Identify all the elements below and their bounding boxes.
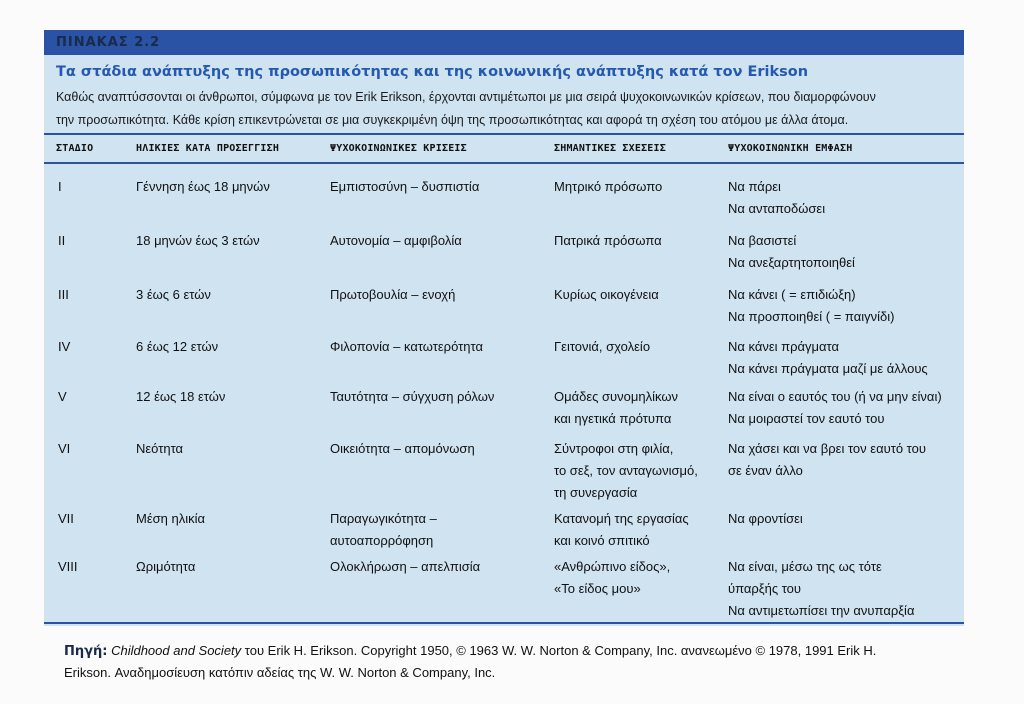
cell-emphasis: Να αντιμετωπίσει την ανυπαρξία <box>728 603 915 618</box>
cell-stage: VIII <box>58 559 78 574</box>
column-header-relations: ΣΗΜΑΝΤΙΚΕΣ ΣΧΕΣΕΙΣ <box>554 143 666 154</box>
column-header-stage: ΣΤΑΔΙΟ <box>56 143 94 154</box>
table-number: ΠΙΝΑΚΑΣ 2.2 <box>56 35 161 50</box>
cell-stage: I <box>58 179 62 194</box>
column-header-crises: ΨΥΧΟΚΟΙΝΩΝΙΚΕΣ ΚΡΙΣΕΙΣ <box>330 143 467 154</box>
cell-relations: και ηγετικά πρότυπα <box>554 411 672 426</box>
cell-emphasis: Να βασιστεί <box>728 233 797 248</box>
cell-emphasis: Να προσποιηθεί ( = παιγνίδι) <box>728 309 895 324</box>
cell-crisis: Εμπιστοσύνη – δυσπιστία <box>330 179 480 194</box>
cell-relations: «Το είδος μου» <box>554 581 641 596</box>
header-bottom-rule <box>44 162 964 164</box>
cell-crisis: Παραγωγικότητα – <box>330 511 437 526</box>
cell-age: 6 έως 12 ετών <box>136 339 219 354</box>
cell-relations: Μητρικό πρόσωπο <box>554 179 663 194</box>
cell-emphasis: Να ανταποδώσει <box>728 201 826 216</box>
cell-emphasis: Να πάρει <box>728 179 781 194</box>
cell-stage: VII <box>58 511 74 526</box>
cell-age: Νεότητα <box>136 441 184 456</box>
cell-crisis: Πρωτοβουλία – ενοχή <box>330 287 456 302</box>
cell-age: Ωριμότητα <box>136 559 196 574</box>
source-text: του Erik H. Erikson. Copyright 1950, © 1963 W. W. Norton & Company, Inc. ανανεωμένο © 1978, 1991 Erik H. <box>241 643 877 658</box>
cell-crisis: Φιλοπονία – κατωτερότητα <box>330 339 483 354</box>
source-text-2: Erikson. Αναδημοσίευση κατόπιν αδείας της W. W. Norton & Company, Inc. <box>64 665 496 680</box>
cell-age: 18 μηνών έως 3 ετών <box>136 233 260 248</box>
description-line: Καθώς αναπτύσσονται οι άνθρωποι, σύμφωνα με τον Erik Erikson, έρχονται αντιμέτωποι με μια σειρά ψυχοκοινωνικών κρίσεων, που διαμορφώνουν <box>56 90 876 104</box>
source-note <box>64 640 984 683</box>
cell-crisis: αυτοαπορρόφηση <box>330 533 434 548</box>
table-panel <box>44 30 964 626</box>
cell-stage: VI <box>58 441 71 456</box>
cell-stage: III <box>58 287 69 302</box>
cell-emphasis: ύπαρξής του <box>728 581 802 596</box>
source-book-title: Childhood and Society <box>111 643 242 658</box>
cell-emphasis: Να φροντίσει <box>728 511 803 526</box>
cell-relations: τη συνεργασία <box>554 485 638 500</box>
cell-stage: V <box>58 389 67 404</box>
cell-stage: IV <box>58 339 71 354</box>
column-header-ages: ΗΛΙΚΙΕΣ ΚΑΤΑ ΠΡΟΣΕΓΓΙΣΗ <box>136 143 280 154</box>
cell-stage: II <box>58 233 66 248</box>
table-header-bar <box>44 30 964 55</box>
description-line: την προσωπικότητα. Κάθε κρίση επικεντρώνεται σε μια συγκεκριμένη όψη της προσωπικότητας και αφορά τη σχέση του ατόμου με άλλα άτομα. <box>56 113 849 127</box>
cell-emphasis: Να είναι, μέσω της ως τότε <box>728 559 882 574</box>
cell-relations: «Ανθρώπινο είδος», <box>554 559 671 574</box>
cell-relations: το σεξ, τον ανταγωνισμό, <box>554 463 698 478</box>
cell-emphasis: Να κάνει πράγματα <box>728 339 840 354</box>
table-description <box>56 86 956 132</box>
header-top-rule <box>44 133 964 135</box>
cell-relations: Κυρίως οικογένεια <box>554 287 659 302</box>
cell-emphasis: Να μοιραστεί τον εαυτό του <box>728 411 885 426</box>
cell-relations: Ομάδες συνομηλίκων <box>554 389 678 404</box>
cell-age: 12 έως 18 ετών <box>136 389 226 404</box>
cell-relations: Πατρικά πρόσωπα <box>554 233 662 248</box>
table-title: Τα στάδια ανάπτυξης της προσωπικότητας και της κοινωνικής ανάπτυξης κατά τον Erikson <box>56 64 809 80</box>
column-header-emphasis: ΨΥΧΟΚΟΙΝΩΝΙΚΗ ΕΜΦΑΣΗ <box>728 143 853 154</box>
cell-crisis: Οικειότητα – απομόνωση <box>330 441 475 456</box>
cell-relations: Γειτονιά, σχολείο <box>554 339 651 354</box>
cell-crisis: Ταυτότητα – σύγχυση ρόλων <box>330 389 495 404</box>
cell-age: 3 έως 6 ετών <box>136 287 211 302</box>
cell-relations: και κοινό σπιτικό <box>554 533 650 548</box>
cell-relations: Σύντροφοι στη φιλία, <box>554 441 674 456</box>
cell-relations: Κατανομή της εργασίας <box>554 511 689 526</box>
cell-emphasis: σε έναν άλλο <box>728 463 803 478</box>
cell-emphasis: Να είναι ο εαυτός του (ή να μην είναι) <box>728 389 942 404</box>
cell-age: Μέση ηλικία <box>136 511 206 526</box>
table-bottom-rule <box>44 622 964 624</box>
cell-age: Γέννηση έως 18 μηνών <box>136 179 270 194</box>
cell-emphasis: Να χάσει και να βρει τον εαυτό του <box>728 441 926 456</box>
cell-crisis: Αυτονομία – αμφιβολία <box>330 233 462 248</box>
source-label: Πηγή: <box>64 644 108 659</box>
cell-emphasis: Να κάνει ( = επιδιώξη) <box>728 287 856 302</box>
cell-emphasis: Να ανεξαρτητοποιηθεί <box>728 255 855 270</box>
cell-crisis: Ολοκλήρωση – απελπισία <box>330 559 481 574</box>
cell-emphasis: Να κάνει πράγματα μαζί με άλλους <box>728 361 928 376</box>
